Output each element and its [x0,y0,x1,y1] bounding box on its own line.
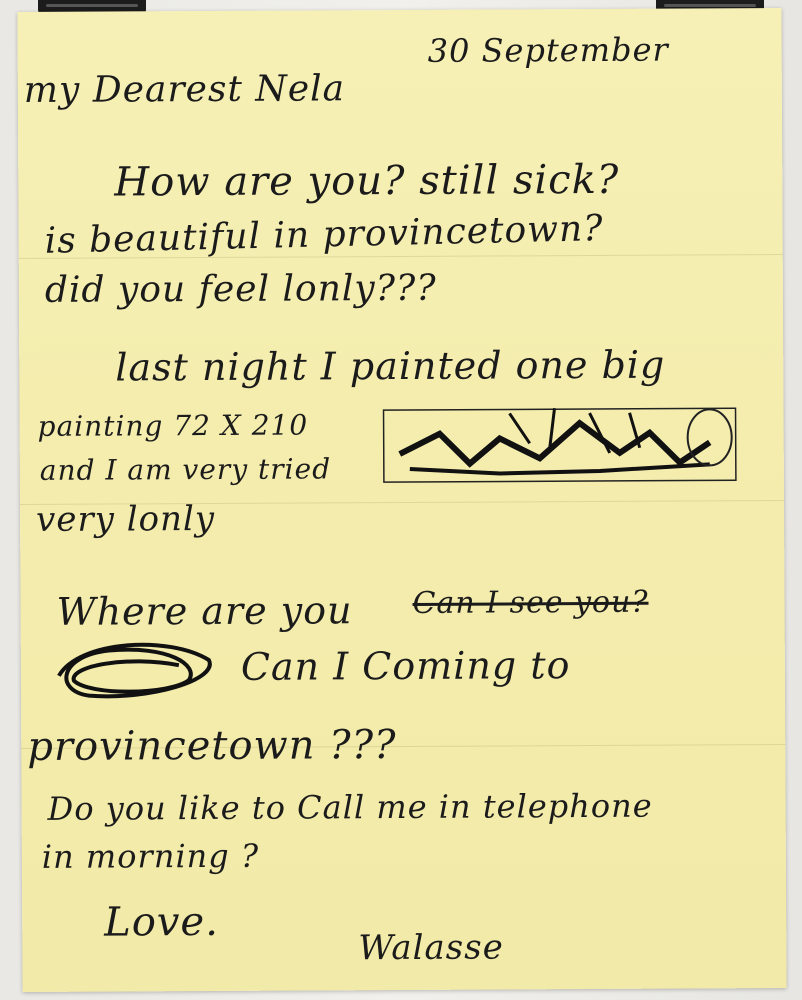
struck-text: Can I see you? [412,584,649,621]
letter-line: Can I Coming to [240,643,571,689]
letter-line: last night I painted one big [115,342,666,390]
letter-line: did you feel lonly??? [44,267,437,311]
closing: Love. [104,898,219,946]
letter-line: Do you like to Call me in telephone [47,786,653,828]
letter-line: painting 72 X 210 [37,408,309,443]
salutation: my Dearest Nela [23,68,346,111]
letter-line: How are you? still sick? [114,156,620,206]
sketch-mark [410,464,710,474]
letter-line: is beautiful in provincetown? [44,208,604,262]
letter-paper [17,8,786,992]
signature: Walasse [358,927,504,969]
letter-line: very lonly [35,498,216,540]
painting-sketch [379,392,740,494]
sketch-mark [688,409,732,465]
letter-line: and I am very tried [39,452,332,487]
letter-line: provincetown ??? [27,722,397,770]
scribbled-word [49,635,219,706]
sketch-mark [400,422,710,464]
letter-line: Where are you [56,588,353,634]
letter-line: in morning ? [41,836,260,876]
letter-date: 30 September [427,30,669,70]
